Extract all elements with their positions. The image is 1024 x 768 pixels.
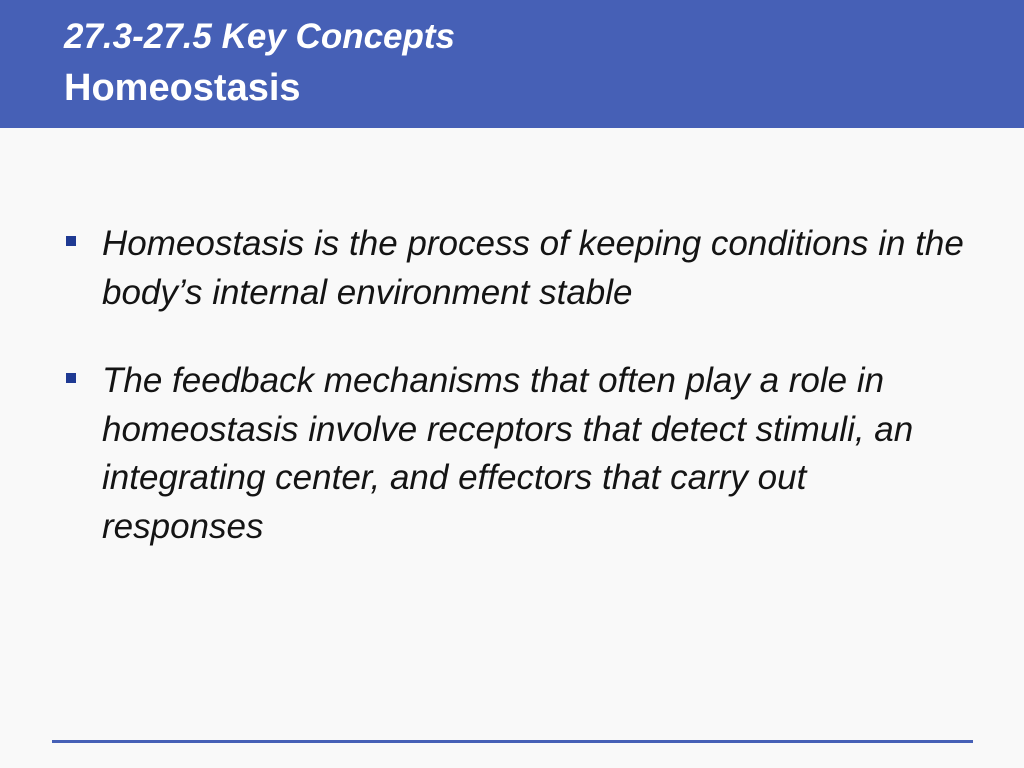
- slide-subtitle: 27.3-27.5 Key Concepts: [64, 17, 456, 56]
- slide-title: Homeostasis: [64, 67, 301, 109]
- bullet-text: Homeostasis is the process of keeping conditions in the body’s internal environment stable: [102, 224, 964, 312]
- bullet-item: [64, 220, 964, 317]
- bullet-text: The feedback mechanisms that often play a role in homeostasis involve receptors that detect stimuli, an integrating center, and effectors that carry out responses: [102, 361, 914, 546]
- bullet-item: [64, 357, 964, 551]
- square-bullet-icon: [66, 373, 76, 383]
- footer-divider: [52, 740, 973, 743]
- header-band: [0, 0, 1024, 128]
- bullet-list: [64, 220, 964, 591]
- square-bullet-icon: [66, 236, 76, 246]
